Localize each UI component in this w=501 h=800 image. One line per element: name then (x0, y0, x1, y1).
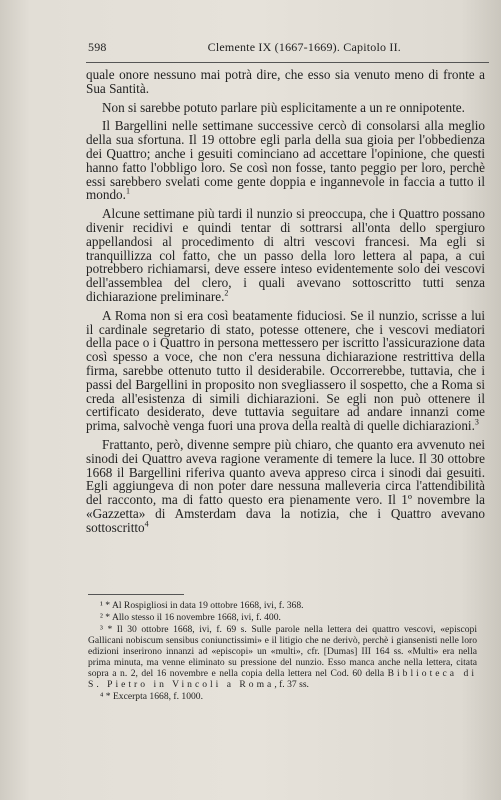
paragraph-3-text: Il Bargellini nelle settimane successive cercò di consolarsi alla meglio della sua sfortuna. Il 19 ottobre egli parla della sua gioia per l'obbedienza dei Quattro; anche i gesuiti cominciano ad accettare l'opinione, che questi hanno fatto l'obbligo loro. Se così non fosse, tanto peggio per loro, perchè essi sarebbero svelati come gente doppia e ingannevole in faccia a tutto il mondo. (86, 118, 485, 203)
running-title: Clemente IX (1667-1669). Capitolo II. (207, 40, 401, 54)
paragraph-6-text: Frattanto, però, divenne sempre più chiaro, che quanto era avvenuto nei sinodi dei Quattro aveva ragione veramente di temere la luce. Il 30 ottobre 1668 il Bargellini riferiva quanto aveva appreso circa i sinodi dai gesuiti. Egli aggiungeva di non poter dare nessuna malleveria circa l'attendibilità del racconto, ma di fatto questo era pienamente vero. Il 1º novembre la «Gazzetta» di Amsterdam dava la notizia, che i Quattro avevano sottoscritto (86, 436, 485, 535)
running-header (88, 40, 421, 55)
footnote-ref-2: 2 (224, 288, 229, 298)
footnote-ref-1: 1 (125, 186, 130, 196)
footnote-2: ² * Allo stesso il 16 novembre 1668, ivi, f. 400. (100, 612, 281, 623)
header-rule (86, 62, 489, 63)
footnote-3-library: Biblioteca di S. Pietro in Vincoli a Roma (88, 668, 477, 690)
paragraph-4 (86, 207, 485, 304)
footnote-3 (88, 624, 477, 690)
paragraph-6 (86, 438, 485, 535)
footnote-ref-3: 3 (474, 417, 479, 427)
footnote-3-end: , f. 37 ss. (274, 679, 309, 690)
paragraph-3 (86, 119, 485, 202)
paragraph-2: Non si sarebbe potuto parlare più esplicitamente a un re onnipotente. (102, 99, 465, 115)
page-number: 598 (88, 40, 107, 54)
main-text (86, 68, 485, 540)
footnote-rule (88, 594, 184, 595)
paragraph-1: quale onore nessuno mai potrà dire, che esso sia venuto meno di fronte a Sua Santità. (86, 67, 485, 96)
footnotes (88, 600, 477, 703)
footnote-4: ⁴ * Excerpta 1668, f. 1000. (100, 691, 203, 702)
paragraph-5 (86, 309, 485, 433)
footnote-3-text: ³ * Il 30 ottobre 1668, ivi, f. 69 s. Sulle parole nella lettera dei quattro vescovi, «episcopi Gallicani nobiscum sensibus coniunctissimi» e il litigio che ne derivò, perchè i giansenisti nelle loro edizioni inserirono innanzi ad «episcopi» un «multi», cfr. [Dumas] III 164 ss. «Multi» era nella prima minuta, ma venne eliminato su pressione del nunzio. Esso manca anche nella lettera, citata sopra a n. 2, del 16 novembre e nella copia della lettera nel Cod. 60 della (88, 624, 477, 679)
paragraph-5-text: A Roma non si era così beatamente fiduciosi. Se il nunzio, scrisse a lui il cardinale segretario di stato, potesse ottenere, che i vescovi mediatori della pace o i Quattro in persona mettessero per iscritto l'assicurazione data così spesso a voce, che non c'era nessuna dichiarazione restrittiva della firma, sarebbe ottenuto tutto il desiderabile. Occorrerebbe, tuttavia, che i passi del Bargellini in proposito non svegliassero il sospetto, che a Roma si creda all'esistenza di simili dichiarazioni. Se egli non può ottenere il certificato desiderato, deve tuttavia seguitare ad andare innanzi come prima, salvochè venga fuori una prova della realtà di quelle dichiarazioni. (86, 307, 485, 434)
footnote-ref-4: 4 (144, 519, 149, 529)
footnote-1: ¹ * Al Rospigliosi in data 19 ottobre 1668, ivi, f. 368. (100, 600, 304, 611)
paragraph-4-text: Alcune settimane più tardi il nunzio si preoccupa, che i Quattro possano divenir recidivi e quindi tentar di sottrarsi all'onta dello spergiuro appellandosi al procedimento di altri vescovi francesi. Ma egli si tranquillizza col fatto, che un passo della loro lettera al papa, a cui potrebbero richiamarsi, deve essere inteso evidentemente solo dei vescovi dell'assemblea del clero, i quali avevano sottoscritto tutti senza dichiarazione preliminare. (86, 206, 485, 304)
